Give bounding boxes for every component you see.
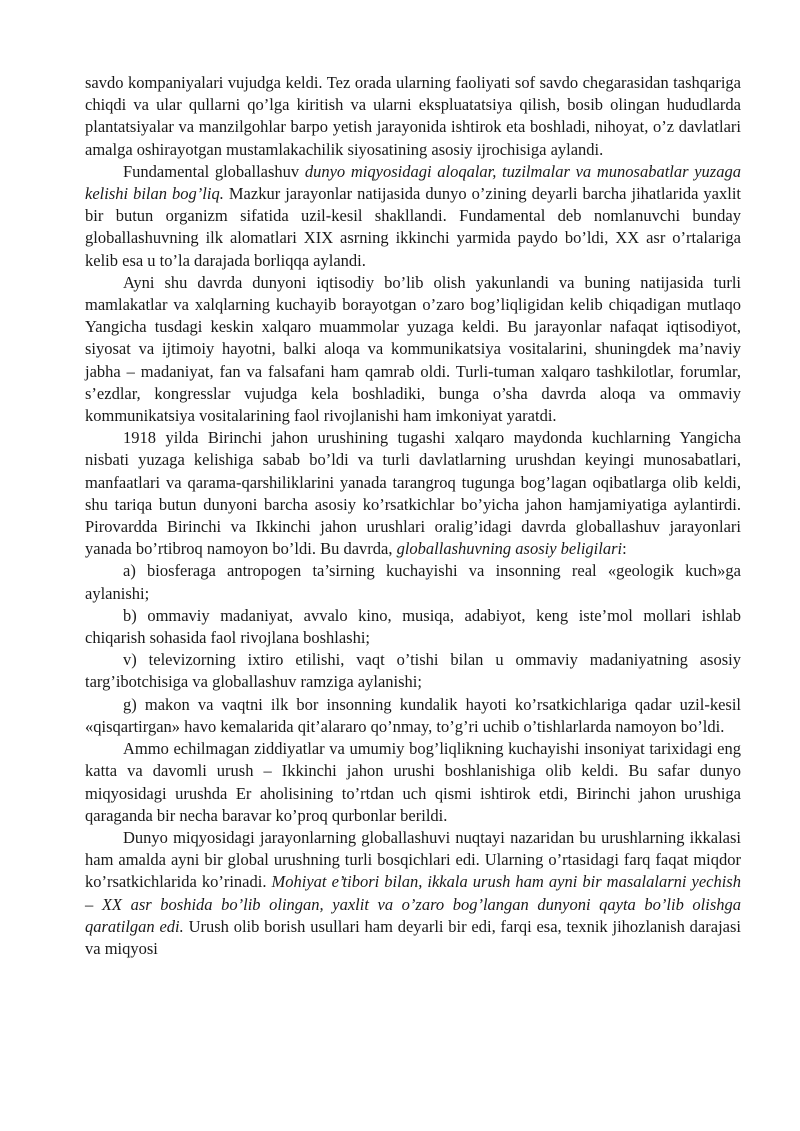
paragraph-10-lead: Dunyo miqyosidagi jarayonlarning globallashuvi nuqtayi nazaridan bu urushlarning ikkalasi ham amalda ayni bir global urushning turli bosqichlari edi. Ularning o’rtasidagi farq faqat miqdor ko’rsatkichlarida ko’rinadi. [85, 827, 741, 892]
paragraph-4 [85, 427, 741, 560]
list-item-b: b) ommaviy madaniyat, avvalo kino, musiqa, adabiyot, keng iste’mol mollari ishlab chiqarish sohasida faol rivojlana boshlashi; [85, 605, 741, 648]
paragraph-4-rest: : [622, 539, 627, 559]
paragraph-4-lead: 1918 yilda Birinchi jahon urushining tugashi xalqaro maydonda kuchlarning Yangicha nisbati yuzaga kelishiga sabab bo’ldi va turli davlatlarning urushdan keyingi munosabatlari, manfaatlari va qarama-qarshiliklarini yanada tarangroq tugunga bog’lagan oqibatlarga olib keldi, shu tariqa butun dunyoni barcha asosiy ko’rsatkichlar bo’yicha jahon hamjamiyatiga aylantirdi. Pirovardda Birinchi va Ikkinchi jahon urushlari oralig’idagi davrda globallashuv jarayonlari yanada bo’rtibroq namoyon bo’ldi. Bu davrda, [85, 428, 741, 559]
list-item-a: a) biosferaga antropogen ta’sirning kuchayishi va insonning real «geologik kuch»ga aylanishi; [85, 561, 741, 603]
list-item-v: v) televizorning ixtiro etilishi, vaqt o’tishi bilan u ommaviy madaniyatning asosiy targ’ibotchisiga va globallashuv ramziga aylanishi; [85, 650, 741, 692]
paragraph-10-italic: Mohiyat e’tibori bilan, ikkala urush ham ayni bir masalalarni yechish – XX asr boshida bo’lib olingan, yaxlit va o’zaro bog’langan dunyoni qayta bo’lib olishga qaratilgan edi. [85, 872, 741, 936]
paragraph-1: savdo kompaniyalari vujudga keldi. Tez orada ularning faoliyati sof savdo chegarasidan tashqariga chiqdi va ular qullarni qo’lga kiritish va ularni ekspluatatsiya qilish, bosib olingan hududlarda plantatsiyalar va manzilgohlar barpo yetish jarayonida ishtirok eta boshladi, nihoyat, o’z davlatlari amalga oshirayotgan mustamlakachilik siyosatining asosiy ijrochisiga aylandi. [85, 73, 741, 159]
paragraph-2-rest: Mazkur jarayonlar natijasida dunyo o’zining deyarli barcha jihatlarida yaxlit bir butun organizm sifatida uzil-kesil shakllandi. Fundamental deb nomlanuvchi bunday globallashuvning ilk alomatlari XIX asrning ikkinchi yarmida paydo bo’ldi, XX asr o’rtalariga kelib esa u to’la darajada borliqqa aylandi. [85, 184, 741, 270]
paragraph-10-rest: Urush olib borish usullari ham deyarli bir edi, farqi esa, texnik jihozlanish darajasi va miqyosi [85, 916, 741, 958]
list-item-g: g) makon va vaqtni ilk bor insonning kundalik hayoti ko’rsatkichlariga qadar uzil-kesil «qisqartirgan» havo kemalarida qit’alararo qo’nmay, to’g’ri uchib o’tishlarlarda namoyon bo’ldi. [85, 694, 741, 736]
paragraph-2-lead: Fundamental globallashuv [123, 161, 305, 181]
paragraph-9: Ammo echilmagan ziddiyatlar va umumiy bog’liqlikning kuchayishi insoniyat tarixidagi eng katta va davomli urush – Ikkinchi jahon urushi boshlanishiga olib keldi. Bu safar dunyo miqyosidagi urushda Er aholisining to’rtdan uch qismi ishtirok etdi, Birinchi jahon urushiga qaraganda bir necha baravar ko’proq qurbonlar berildi. [85, 739, 741, 825]
paragraph-4-italic: globallashuvning asosiy beligilari [396, 539, 623, 559]
paragraph-2-italic: dunyo miqyosidagi aloqalar, tuzilmalar va munosabatlar yuzaga kelishi bilan bog’liq. [85, 161, 741, 204]
document-page [85, 72, 741, 960]
paragraph-3: Ayni shu davrda dunyoni iqtisodiy bo’lib olish yakunlandi va buning natijasida turli mamlakatlar va xalqlarning kuchayib borayotgan o’zaro bog’liqligidan kelib chiqadigan mutlaqo Yangicha tusdagi keskin xalqaro muammolar yuzaga keldi. Bu jarayonlar nafaqat iqtisodiyot, siyosat va ijtimoiy hayotni, balki aloqa va kommunikatsiya vositalarini, shuningdek ma’naviy jabha – madaniyat, fan va falsafani ham qamrab oldi. Turli-tuman xalqaro tashkilotlar, forumlar, s’ezdlar, kongresslar vujudga kela boshladiki, bunga o’sha davrda aloqa va ommaviy kommunikatsiya vositalarining faol rivojlanishi ham imkoniyat yaratdi. [85, 272, 741, 426]
paragraph-10 [85, 827, 741, 960]
paragraph-2 [85, 161, 741, 272]
